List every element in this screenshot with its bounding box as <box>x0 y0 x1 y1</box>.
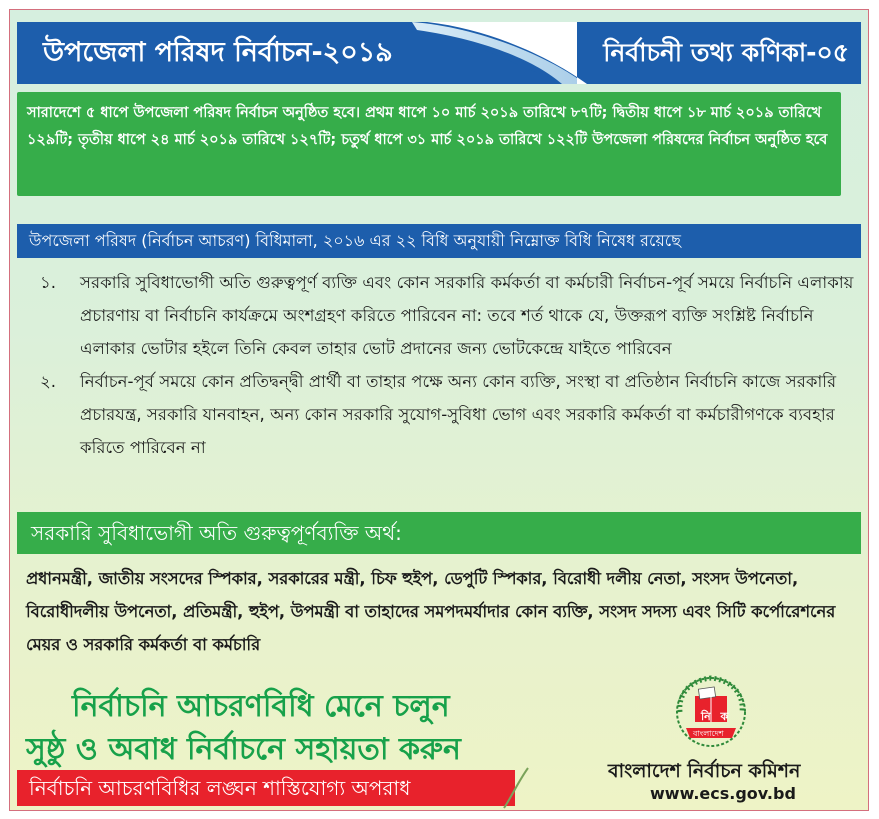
seal-ribbon-text: বাংলাদেশ <box>693 729 724 738</box>
header-band <box>17 22 861 84</box>
rule-number: ১. <box>40 273 57 292</box>
warning-banner: নির্বাচনি আচরণবিধির লঙ্ঘন শাস্তিযোগ্য অপরাধ <box>17 770 515 806</box>
info-sheet-title: নির্বাচনী তথ্য কণিকা-০৫ <box>603 38 849 67</box>
commission-name: বাংলাদেশ নির্বাচন কমিশন <box>608 760 801 782</box>
rule-item-2 <box>28 365 856 464</box>
rule-item-1 <box>28 266 856 365</box>
commission-website-link[interactable]: www.ecs.gov.bd <box>650 784 796 803</box>
footer-swoosh <box>500 766 530 810</box>
seal-letters: নি ক <box>701 710 729 723</box>
page-title: উপজেলা পরিষদ নির্বাচন-২০১৯ <box>43 37 393 68</box>
slogan-line-2: সুষ্ঠু ও অবাধ নির্বাচনে সহায়তা করুন <box>26 732 461 767</box>
rule-number: ২. <box>40 372 57 391</box>
meaning-text: প্রধানমন্ত্রী, জাতীয় সংসদের স্পিকার, সরকারের মন্ত্রী, চিফ হুইপ, ডেপুটি স্পিকার, বিরোধী দলীয় নেতা, সংসদ উপনেতা, বিরোধীদলীয় উপনেতা, প্রতিমন্ত্রী, হুইপ, উপমন্ত্রী বা তাহাদের সমপদমর্যাদার কোন ব্যক্তি, সংসদ সদস্য এবং সিটি কর্পোরেশনের মেয়র ও সরকারি কর্মকর্তা বা কর্মচারি <box>26 569 836 654</box>
rule-text: নির্বাচন-পূর্ব সময়ে কোন প্রতিদ্বন্দ্বী প্রার্থী বা তাহার পক্ষে অন্য কোন ব্যক্তি, সংস্থা বা প্রতিষ্ঠান নির্বাচনি কাজে সরকারি প্রচারযন্ত্র, সরকারি যানবাহন, অন্য কোন সরকারি সুযোগ-সুবিধা ভোগ এবং সরকারি কর্মকর্তা বা কর্মচারীগণকে ব্যবহার করিতে পারিবেন না <box>80 372 837 457</box>
election-poster <box>9 9 869 811</box>
slogan-line-1: নির্বাচনি আচরণবিধি মেনে চলুন <box>72 689 450 724</box>
rule-text: সরকারি সুবিধাভোগী অতি গুরুত্বপূর্ণ ব্যক্তি এবং কোন সরকারি কর্মকর্তা বা কর্মচারী নির্বাচন-পূর্ব সময়ে নির্বাচনি এলাকায় প্রচারণায় বা নির্বাচনি কার্যক্রমে অংশগ্রহণ করিতে পারিবেন না: তবে শর্ত থাকে যে, উক্তরূপ ব্যক্তি সংশ্লিষ্ট নির্বাচনি এলাকার ভোটার হইলে তিনি কেবল তাহার ভোট প্রদানের জন্য ভোটকেন্দ্রে যাইতে পারিবেন <box>80 273 854 358</box>
meaning-heading: সরকারি সুবিধাভোগী অতি গুরুত্বপূর্ণব্যক্তি অর্থ: <box>17 512 861 554</box>
rule-band: উপজেলা পরিষদ (নির্বাচন আচরণ) বিধিমালা, ২০১৬ এর ২২ বিধি অনুযায়ী নিম্নোক্ত বিধি নিষেধ রয়েছে <box>17 224 861 258</box>
rules-list <box>28 266 856 464</box>
intro-block: সারাদেশে ৫ ধাপে উপজেলা পরিষদ নির্বাচন অনুষ্ঠিত হবে। প্রথম ধাপে ১০ মার্চ ২০১৯ তারিখে ৮৭টি; দ্বিতীয় ধাপে ১৮ মার্চ ২০১৯ তারিখে ১২৯টি; তৃতীয় ধাপে ২৪ মার্চ ২০১৯ তারিখে ১২৭টি; চতুর্থ ধাপে ৩১ মার্চ ২০১৯ তারিখে ১২২টি উপজেলা পরিষদের নির্বাচন অনুষ্ঠিত হবে <box>17 92 841 196</box>
